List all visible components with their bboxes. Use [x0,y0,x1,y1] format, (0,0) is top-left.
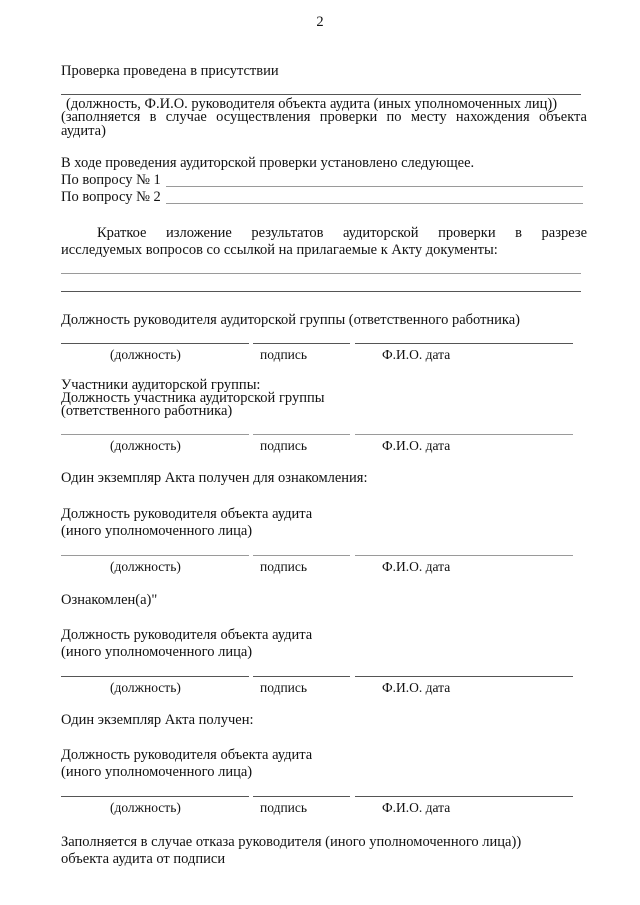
copy-review-signature-caption: подпись [260,559,308,574]
copy-review-position-caption: (должность) [110,559,181,574]
presence-fill-line [61,94,581,95]
participant-position-label: Должность участника аудиторской группы [61,390,325,406]
findings-intro: В ходе проведения аудиторской проверки установлено следующее. [61,155,475,171]
copy-received-signature-line [253,796,350,797]
refusal-note-line2: объекта аудита от подписи [61,851,226,867]
copy-review-signature-line [253,555,350,556]
acquainted-position-sublabel: (иного уполномоченного лица) [61,644,253,660]
participant-name-date-caption: Ф.И.О. дата [382,438,451,453]
page-number: 2 [316,14,324,30]
leader-name-date-caption: Ф.И.О. дата [382,347,451,362]
question-2-fill-line [166,203,583,204]
summary-fill-line1 [61,273,581,274]
copy-received-name-date-caption: Ф.И.О. дата [382,800,451,815]
participant-position-line [61,434,249,435]
copy-received-position-line [61,796,249,797]
presence-note-line1: (заполняется в случае осуществления проверки по месту нахождения объекта [61,109,587,125]
summary-line1: Краткое изложение результатов аудиторской проверки в разрезе [97,225,587,241]
participant-name-date-line [355,434,573,435]
copy-review-label: Один экземпляр Акта получен для ознакомления: [61,470,368,486]
copy-received-label: Один экземпляр Акта получен: [61,712,254,728]
acquainted-name-date-caption: Ф.И.О. дата [382,680,451,695]
participants-heading: Участники аудиторской группы: [61,377,261,393]
presence-heading: Проверка проведена в присутствии [61,63,279,79]
acquainted-signature-caption: подпись [260,680,308,695]
participant-position-caption: (должность) [110,438,181,453]
acquainted-name-date-line [355,676,573,677]
summary-fill-line2 [61,291,581,292]
copy-review-position-line [61,555,249,556]
copy-review-name-date-caption: Ф.И.О. дата [382,559,451,574]
leader-position-line [61,343,249,344]
question-2-label: По вопросу № 2 [61,189,161,205]
acquainted-position-label: Должность руководителя объекта аудита [61,627,313,643]
presence-caption: (должность, Ф.И.О. руководителя объекта аудита (иных уполномоченных лиц)) [66,96,558,112]
acquainted-signature-line [253,676,350,677]
copy-received-position-sublabel: (иного уполномоченного лица) [61,764,253,780]
copy-received-name-date-line [355,796,573,797]
leader-name-date-line [355,343,573,344]
participant-signature-line [253,434,350,435]
group-leader-label: Должность руководителя аудиторской группы (ответственного работника) [61,312,521,328]
leader-signature-line [253,343,350,344]
acquainted-position-caption: (должность) [110,680,181,695]
refusal-note-line1: Заполняется в случае отказа руководителя (иного уполномоченного лица)) [61,834,522,850]
copy-review-position-sublabel: (иного уполномоченного лица) [61,523,253,539]
acquainted-label: Ознакомлен(а)" [61,592,158,608]
copy-review-position-label: Должность руководителя объекта аудита [61,506,313,522]
participant-signature-caption: подпись [260,438,308,453]
question-1-fill-line [166,186,583,187]
participant-position-sublabel: (ответственного работника) [61,403,233,419]
acquainted-position-line [61,676,249,677]
summary-line2: исследуемых вопросов со ссылкой на прилагаемые к Акту документы: [61,242,498,258]
presence-note-line2: аудита) [61,123,106,139]
copy-received-signature-caption: подпись [260,800,308,815]
copy-received-position-label: Должность руководителя объекта аудита [61,747,313,763]
copy-review-name-date-line [355,555,573,556]
leader-signature-caption: подпись [260,347,308,362]
question-1-label: По вопросу № 1 [61,172,161,188]
copy-received-position-caption: (должность) [110,800,181,815]
leader-position-caption: (должность) [110,347,181,362]
